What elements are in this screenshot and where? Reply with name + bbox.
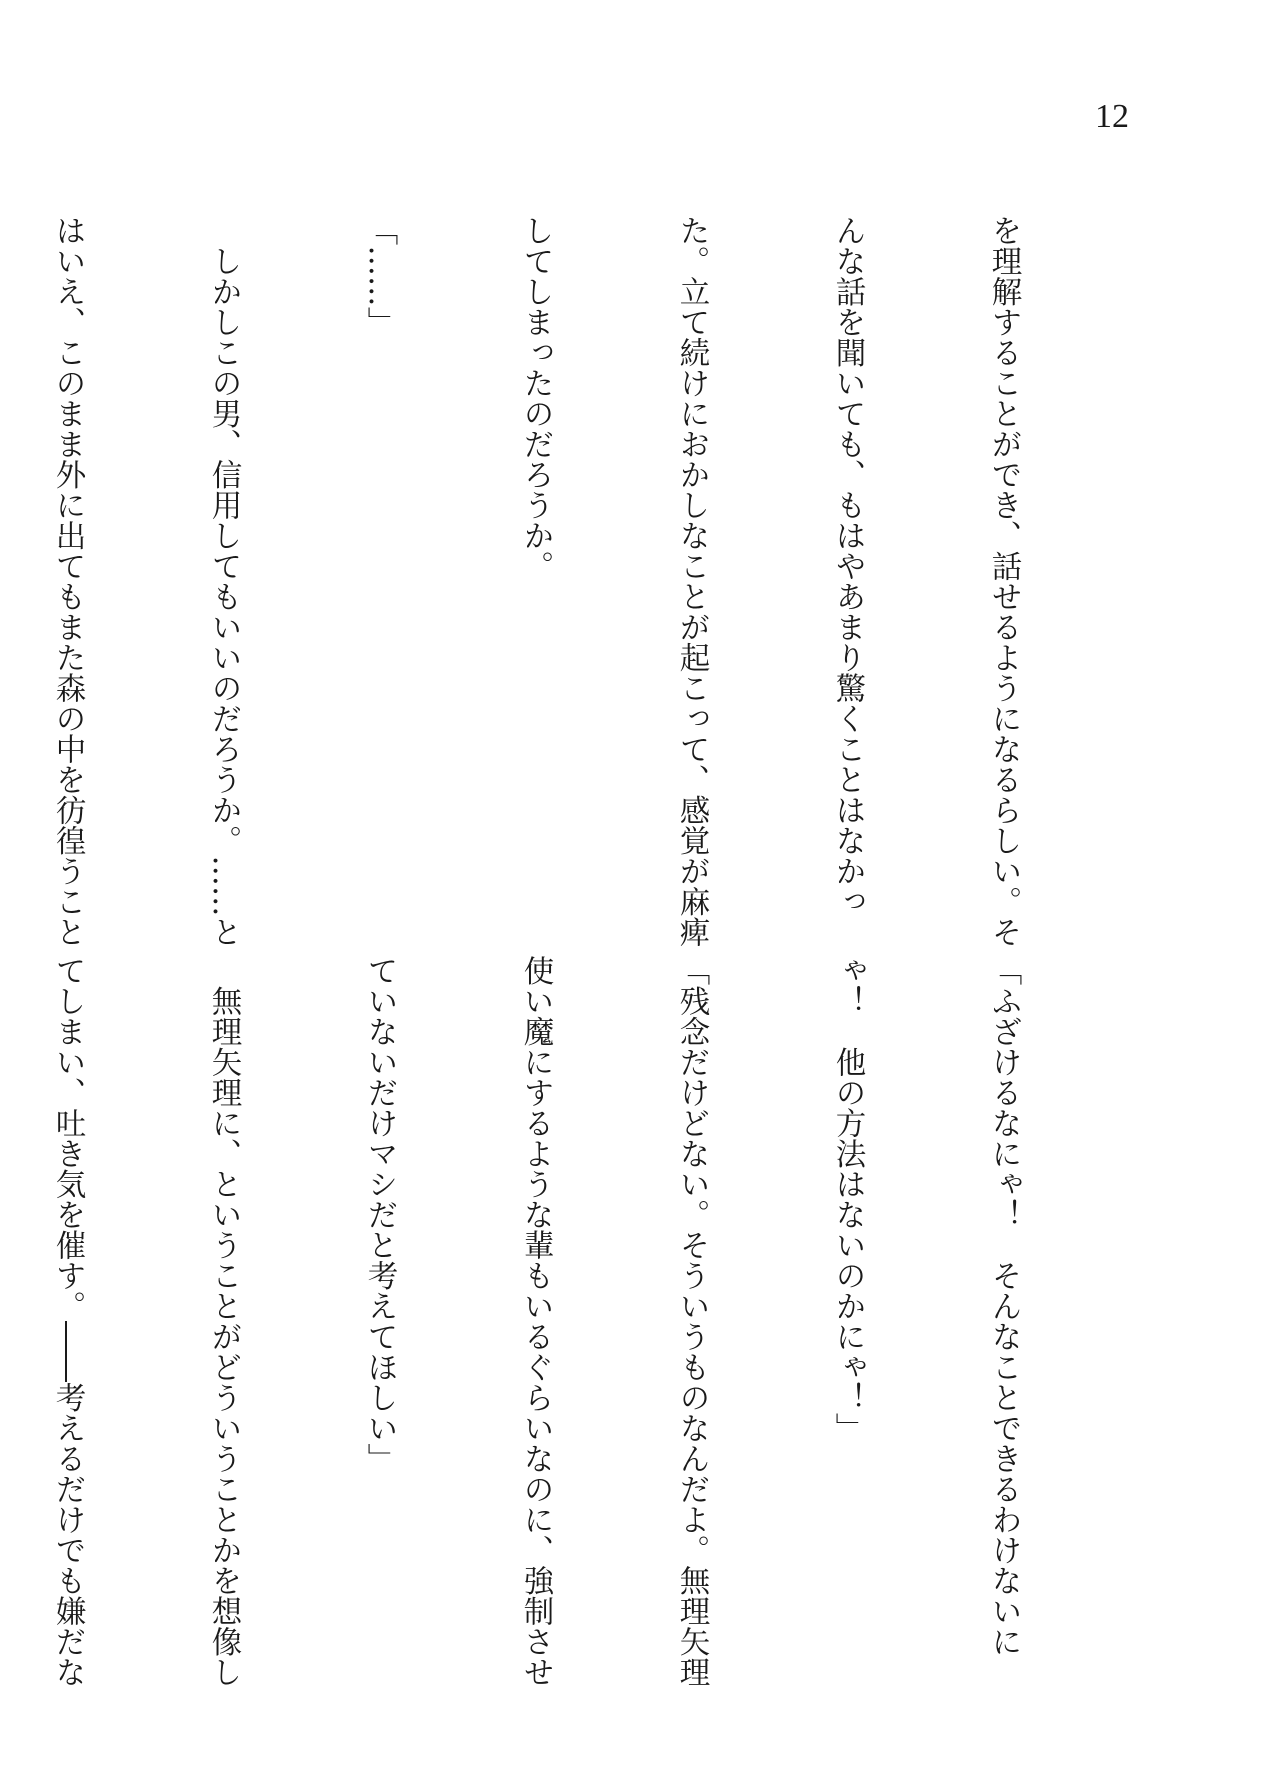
text-line: てしまい、吐き気を催す。――考えるだけでも嫌だな bbox=[50, 955, 85, 1687]
text-line: を理解することができ、話せるようになるらしい。そ bbox=[986, 215, 1021, 947]
text-line: 「……」 bbox=[362, 215, 397, 337]
text-block-top bbox=[50, 215, 1133, 947]
text-line: んな話を聞いても、もはやあまり驚くことはなかっ bbox=[830, 215, 865, 917]
text-line: 使い魔にするような輩もいるぐらいなのに、強制させ bbox=[518, 955, 553, 1687]
text-line: ていないだけマシだと考えてほしい」 bbox=[362, 955, 397, 1474]
text-line: しかしこの男、信用してもいいのだろうか。……と bbox=[206, 215, 241, 947]
text-line: してしまったのだろうか。 bbox=[518, 215, 553, 581]
text-line: 「残念だけどない。そういうものなんだよ。無理矢理 bbox=[674, 955, 709, 1687]
text-line: 無理矢理に、ということがどういうことかを想像し bbox=[206, 955, 241, 1687]
text-line: 「ふざけるなにゃ！ そんなことできるわけないに bbox=[986, 955, 1021, 1657]
text-line: た。立て続けにおかしなことが起こって、感覚が麻痺 bbox=[674, 215, 709, 947]
page-number: 12 bbox=[1095, 98, 1129, 135]
text-line: ゃ！ 他の方法はないのかにゃ！」 bbox=[830, 955, 865, 1443]
text-line: はいえ、このまま外に出てもまた森の中を彷徨うこと bbox=[50, 215, 85, 947]
text-block-bottom bbox=[50, 955, 1133, 1687]
